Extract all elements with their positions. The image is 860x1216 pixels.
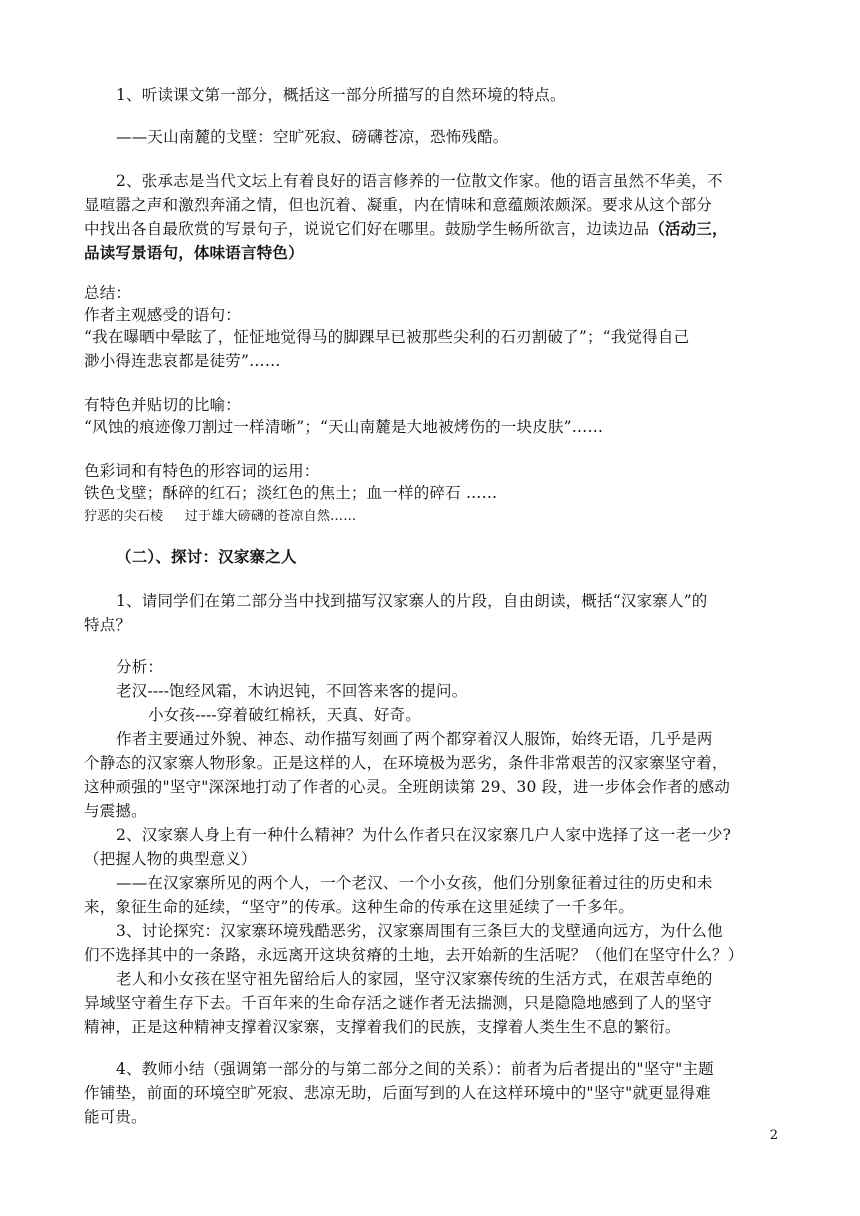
question-1-text: 1、听读课文第一部分，概括这一部分所描写的自然环境的特点。 bbox=[116, 86, 566, 104]
answer-hjz-3-line-3: 精神，正是这种精神支撑着汉家寨，支撑着我们的民族，支撑着人类生生不息的繁衍。 bbox=[84, 1018, 681, 1036]
answer-hjz-3-line-2: 异域坚守着生存下去。千百年来的生命存活之谜作者无法揣测，只是隐隐地感到了人的坚守 bbox=[84, 994, 713, 1012]
analysis-para-line-4: 与震撼。 bbox=[84, 802, 147, 820]
answer-hjz-2-line-2: 来，象征生命的延续，“坚守”的传承。这种生命的传承在这里延续了一千多年。 bbox=[84, 898, 635, 916]
activity-3-heading-start: （活动三， bbox=[649, 219, 728, 238]
color-words-heading: 色彩词和有特色的形容词的运用： bbox=[84, 462, 320, 480]
question-hjz-3-line-2: 们不选择其中的一条路，永远离开这块贫瘠的土地，去开始新的生活呢？（他们在坚守什么？） bbox=[84, 946, 744, 964]
metaphor-heading: 有特色并贴切的比喻： bbox=[84, 396, 242, 414]
analysis-para-line-1: 作者主要通过外貌、神态、动作描写刻画了两个都穿着汉人服饰，始终无语，几乎是两 bbox=[116, 730, 713, 748]
page-number: 2 bbox=[769, 1128, 778, 1143]
analysis-para-line-3: 这种顽强的"坚守"深深地打动了作者的心灵。全班朗读第 29、30 段，进一步体会作者的感动 bbox=[84, 778, 731, 796]
color-words-line-2: 狞恶的尖石棱 过于雄大磅礴的苍凉自然…… bbox=[84, 509, 357, 524]
analysis-girl: 小女孩----穿着破红棉袄，天真、好奇。 bbox=[148, 706, 421, 724]
analysis-heading: 分析： bbox=[116, 658, 164, 676]
answer-1-text: ——天山南麓的戈壁：空旷死寂、磅礴苍凉，恐怖残酷。 bbox=[116, 128, 509, 146]
answer-hjz-3-line-1: 老人和小女孩在坚守祖先留给后人的家园，坚守汉家寨传统的生活方式，在艰苦卓绝的 bbox=[116, 970, 713, 988]
teacher-summary-line-3: 能可贵。 bbox=[84, 1108, 147, 1126]
answer-hjz-2-line-1: ——在汉家寨所见的两个人，一个老汉、一个小女孩，他们分别象征着过往的历史和未 bbox=[116, 874, 713, 892]
question-hjz-1-line-1: 1、请同学们在第二部分当中找到描写汉家寨人的片段，自由朗读，概括“汉家寨人”的 bbox=[116, 592, 708, 610]
question-2-line-1: 2、张承志是当代文坛上有着良好的语言修养的一位散文作家。他的语言虽然不华美，不 bbox=[116, 172, 723, 190]
quote-line-1: “我在曝晒中晕眩了，怔怔地觉得马的脚踝早已被那些尖利的石刃割破了”；“我觉得自己 bbox=[84, 328, 690, 346]
question-hjz-1-line-2: 特点？ bbox=[84, 616, 132, 634]
question-hjz-3-line-1: 3、讨论探究：汉家寨环境残酷恶劣，汉家寨周围有三条巨大的戈壁通向远方，为什么他 bbox=[116, 922, 723, 940]
question-2-line-3 bbox=[84, 218, 784, 240]
teacher-summary-line-1: 4、教师小结（强调第一部分的与第二部分之间的关系）：前者为后者提出的"坚守"主题 bbox=[116, 1060, 714, 1078]
subjective-feeling-heading: 作者主观感受的语句： bbox=[84, 306, 242, 324]
teacher-summary-line-2: 作铺垫，前面的环境空旷死寂、悲凉无助，后面写到的人在这样环境中的"坚守"就更显得难 bbox=[84, 1084, 711, 1102]
question-2-line-2: 显喧嚣之声和激烈奔涌之情，但也沉着、凝重，内在情味和意蕴颇浓颇深。要求从这个部分 bbox=[84, 196, 713, 214]
quote-line-2: 渺小得连悲哀都是徒劳”…… bbox=[84, 352, 281, 370]
section-2-heading: （二）、探讨：汉家寨之人 bbox=[116, 547, 297, 566]
question-2-line-3-text: 中找出各自最欣赏的写景句子，说说它们好在哪里。鼓励学生畅所欲言，边读边品 bbox=[84, 220, 650, 238]
metaphor-quotes: “风蚀的痕迹像刀割过一样清晰”；“天山南麓是大地被烤伤的一块皮肤”…… bbox=[84, 418, 604, 436]
color-words-line-1: 铁色戈壁；酥碎的红石；淡红色的焦土；血一样的碎石 …… bbox=[84, 484, 498, 502]
activity-3-heading-end: 品读写景语句，体味语言特色） bbox=[84, 243, 304, 262]
analysis-para-line-2: 个静态的汉家寨人物形象。正是这样的人，在环境极为恶劣，条件非常艰苦的汉家寨坚守着， bbox=[84, 754, 728, 772]
question-hjz-2-line-2: （把握人物的典型意义） bbox=[84, 850, 257, 868]
analysis-old-man: 老汉----饱经风霜，木讷迟钝，不回答来客的提问。 bbox=[116, 682, 468, 700]
summary-heading: 总结： bbox=[84, 284, 132, 302]
question-hjz-2-line-1: 2、汉家寨人身上有一种什么精神？为什么作者只在汉家寨几户人家中选择了这一老一少? bbox=[116, 826, 732, 844]
